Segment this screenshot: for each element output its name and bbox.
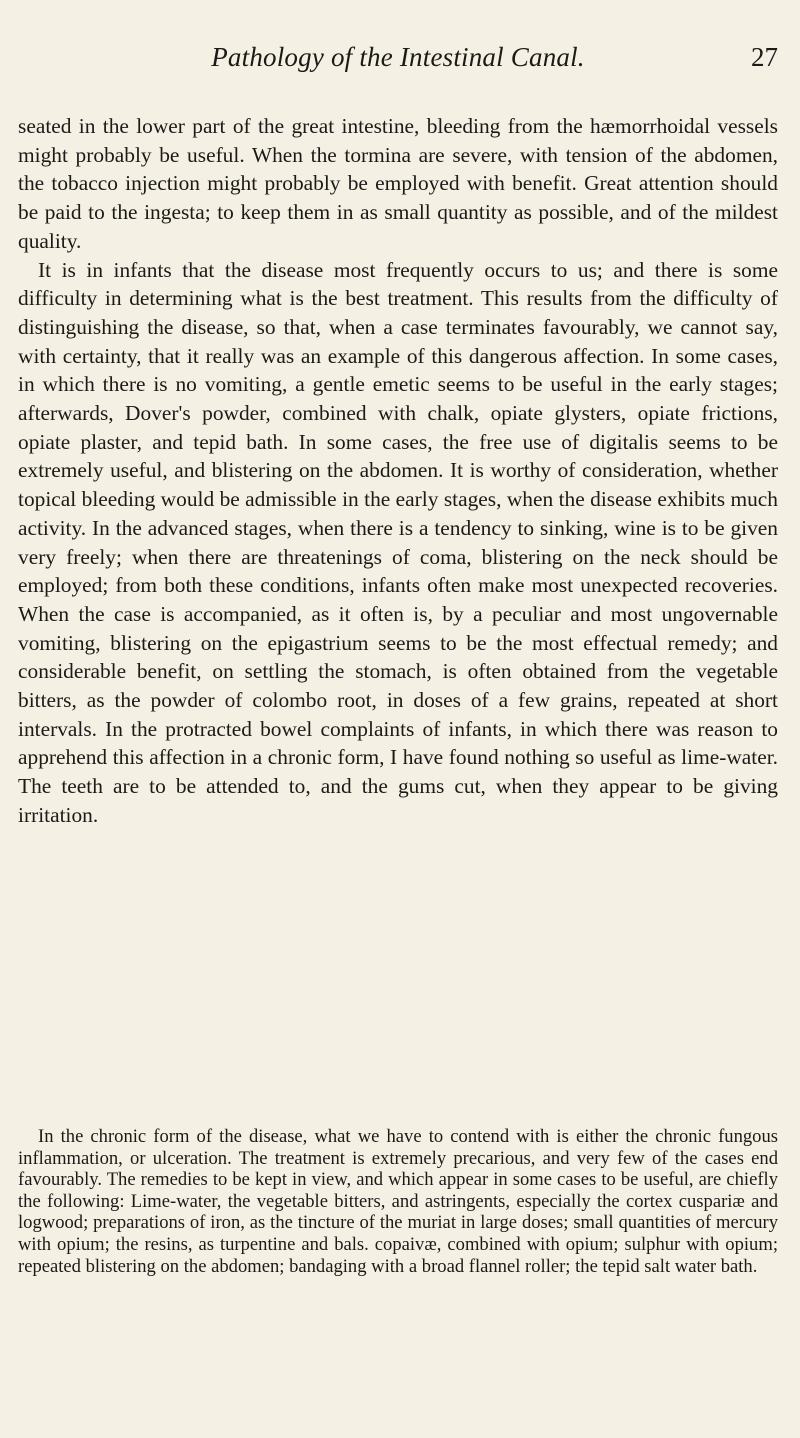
page-number: 27 [751,42,778,72]
paragraph-continuation: seated in the lower part of the great intestine, bleeding from the hæmorrhoidal vessels might probably be useful. When the tormina are severe, with tension of the abdomen, the tobacco injection might probably be employed with benefit. Great attention should be paid to the ingesta; to keep them in as small quantity as possible, and of the mildest quality. [18,114,778,253]
running-title: Pathology of the Intestinal Canal. [211,42,585,72]
main-text [18,112,778,830]
running-head [18,42,778,82]
paragraph-chronic-form: In the chronic form of the disease, what we have to contend with is either the chronic fungous inflammation, or ulceration. The treatment is extremely precarious, and very few of the cases end favourably. The remedies to be kept in view, and which appear in some cases to be useful, are chiefly the following: Lime-water, the vegetable bitters, and astringents, especially the cortex cuspariæ and logwood; preparations of iron, as the tincture of the muriat in large doses; small quantities of mercury with opium; the resins, as turpentine and bals. copaivæ, combined with opium; sulphur with opium; repeated blistering on the abdomen; bandaging with a broad flannel roller; the tepid salt water bath. [18,1126,778,1277]
paragraph-infants: It is in infants that the disease most frequently occurs to us; and there is some difficulty in determining what is the best treatment. This results from the difficulty of distinguishing the disease, so that, when a case terminates favourably, we cannot say, with certainty, that it really was an example of this dangerous affection. In some cases, in which there is no vomiting, a gentle emetic seems to be useful in the early stages; afterwards, Dover's powder, combined with chalk, opiate glysters, opiate frictions, opiate plaster, and tepid bath. In some cases, the free use of digitalis seems to be extremely useful, and blistering on the abdomen. It is worthy of consideration, whether topical bleeding would be admissible in the early stages, when the disease exhibits much activity. In the advanced stages, when there is a tendency to sinking, wine is to be given very freely; when there are threatenings of coma, blistering on the neck should be employed; from both these conditions, infants often make most unexpected recoveries. When the case is accompanied, as it often is, by a peculiar and most ungovernable vomiting, blistering on the epigastrium seems to be the most effectual remedy; and considerable benefit, on settling the stomach, is often obtained from the vegetable bitters, as the powder of colombo root, in doses of a few grains, repeated at short intervals. In the protracted bowel complaints of infants, in which there was reason to apprehend this affection in a chronic form, I have found nothing so useful as lime-water. The teeth are to be attended to, and the gums cut, when they appear to be giving irritation. [18,257,778,827]
